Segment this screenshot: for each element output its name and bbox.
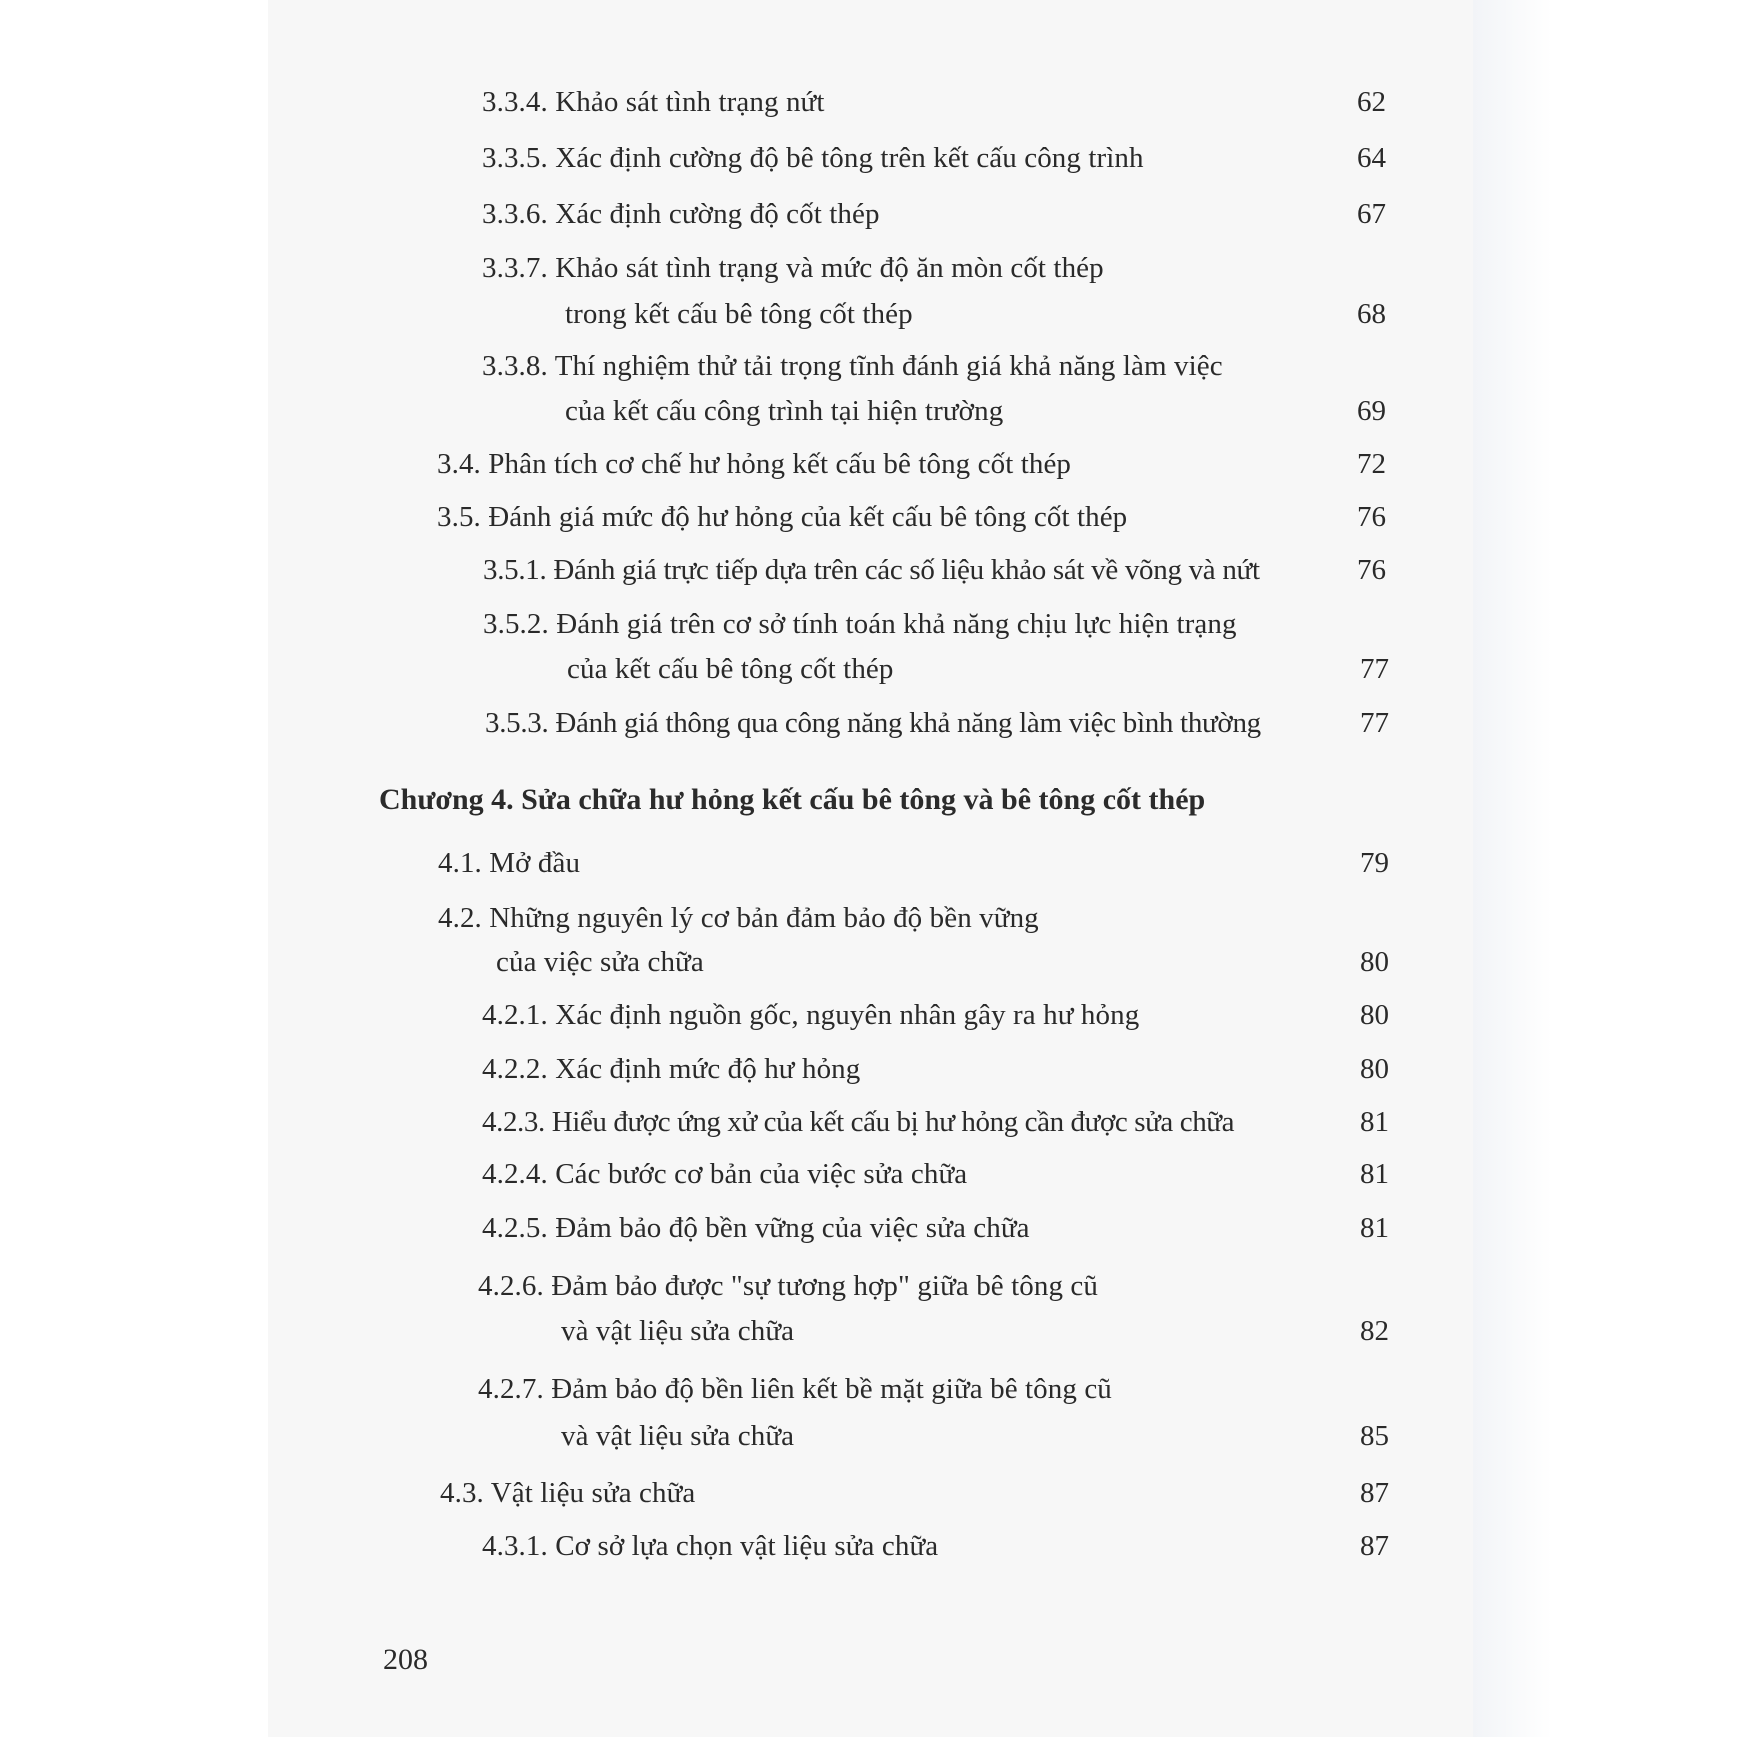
- toc-entry-4-2-5: 4.2.5. Đảm bảo độ bền vững của việc sửa chữa: [482, 1212, 1030, 1244]
- toc-entry-4-2-7: 4.2.7. Đảm bảo độ bền liên kết bề mặt giữa bê tông cũ: [478, 1373, 1112, 1405]
- toc-entry-3-5-3: 3.5.3. Đánh giá thông qua công năng khả năng làm việc bình thường: [485, 707, 1261, 739]
- toc-entry-3-5-1: 3.5.1. Đánh giá trực tiếp dựa trên các số liệu khảo sát về võng và nứt: [483, 554, 1260, 586]
- toc-entry-3-3-6: 3.3.6. Xác định cường độ cốt thép: [482, 198, 880, 230]
- page-margin: [1473, 0, 1737, 1737]
- toc-page-4-2-1: 80: [1360, 999, 1389, 1031]
- toc-entry-4-2-6: 4.2.6. Đảm bảo được "sự tương hợp" giữa bê tông cũ: [478, 1270, 1099, 1302]
- toc-entry-3-3-4: 3.3.4. Khảo sát tình trạng nứt: [482, 86, 825, 118]
- toc-page-4-1: 79: [1360, 847, 1389, 879]
- toc-page-4-2-2: 80: [1360, 1053, 1389, 1085]
- toc-entry-3-3-8: 3.3.8. Thí nghiệm thử tải trọng tĩnh đánh giá khả năng làm việc: [482, 350, 1223, 382]
- toc-page-4-2-3: 81: [1360, 1106, 1389, 1138]
- toc-entry-4-2-6-cont: và vật liệu sửa chữa: [561, 1315, 795, 1347]
- toc-entry-4-2-2: 4.2.2. Xác định mức độ hư hỏng: [482, 1053, 861, 1085]
- toc-page-3-3-4: 62: [1357, 86, 1386, 118]
- toc-entry-3-5: 3.5. Đánh giá mức độ hư hỏng của kết cấu bê tông cốt thép: [437, 501, 1128, 533]
- toc-page-3-5-2: 77: [1360, 653, 1389, 685]
- toc-entry-3-3-7: 3.3.7. Khảo sát tình trạng và mức độ ăn mòn cốt thép: [482, 252, 1104, 284]
- toc-page-3-3-6: 67: [1357, 198, 1386, 230]
- toc-entry-4-2: 4.2. Những nguyên lý cơ bản đảm bảo độ bền vững: [438, 902, 1039, 934]
- toc-page-3-3-5: 64: [1357, 142, 1386, 174]
- toc-entry-3-4: 3.4. Phân tích cơ chế hư hỏng kết cấu bê tông cốt thép: [437, 448, 1072, 480]
- toc-page-4-2-4: 81: [1360, 1158, 1389, 1190]
- toc-entry-4-2-7-cont: và vật liệu sửa chữa: [561, 1420, 795, 1452]
- toc-page-3-5: 76: [1357, 501, 1386, 533]
- toc-entry-4-3: 4.3. Vật liệu sửa chữa: [440, 1477, 696, 1509]
- toc-page-4-2-5: 81: [1360, 1212, 1389, 1244]
- toc-page-3-3-8: 69: [1357, 395, 1386, 427]
- toc-page-4-2: 80: [1360, 946, 1389, 978]
- page-number: 208: [383, 1643, 428, 1676]
- toc-entry-3-5-2-cont: của kết cấu bê tông cốt thép: [567, 653, 894, 685]
- toc-entry-3-5-2: 3.5.2. Đánh giá trên cơ sở tính toán khả năng chịu lực hiện trạng: [483, 608, 1237, 640]
- toc-entry-3-3-5: 3.3.5. Xác định cường độ bê tông trên kết cấu công trình: [482, 142, 1144, 174]
- toc-entry-4-1: 4.1. Mở đầu: [438, 847, 581, 879]
- toc-page-3-3-7: 68: [1357, 298, 1386, 330]
- toc-page-4-3: 87: [1360, 1477, 1389, 1509]
- toc-entry-4-2-4: 4.2.4. Các bước cơ bản của việc sửa chữa: [482, 1158, 968, 1190]
- toc-entry-4-3-1: 4.3.1. Cơ sở lựa chọn vật liệu sửa chữa: [482, 1530, 939, 1562]
- toc-entry-3-3-7-cont: trong kết cấu bê tông cốt thép: [565, 298, 913, 330]
- toc-entry-3-3-8-cont: của kết cấu công trình tại hiện trường: [565, 395, 1004, 427]
- toc-page-4-2-6: 82: [1360, 1315, 1389, 1347]
- chapter-4-heading: Chương 4. Sửa chữa hư hỏng kết cấu bê tông và bê tông cốt thép: [379, 783, 1206, 816]
- toc-page-3-4: 72: [1357, 448, 1386, 480]
- toc-entry-4-2-1: 4.2.1. Xác định nguồn gốc, nguyên nhân gây ra hư hỏng: [482, 999, 1140, 1031]
- toc-page-4-2-7: 85: [1360, 1420, 1389, 1452]
- toc-page-3-5-3: 77: [1360, 707, 1389, 739]
- toc-entry-4-2-cont: của việc sửa chữa: [496, 946, 704, 978]
- toc-page-3-5-1: 76: [1357, 554, 1386, 586]
- toc-page-4-3-1: 87: [1360, 1530, 1389, 1562]
- toc-entry-4-2-3: 4.2.3. Hiểu được ứng xử của kết cấu bị hư hỏng cần được sửa chữa: [482, 1106, 1235, 1138]
